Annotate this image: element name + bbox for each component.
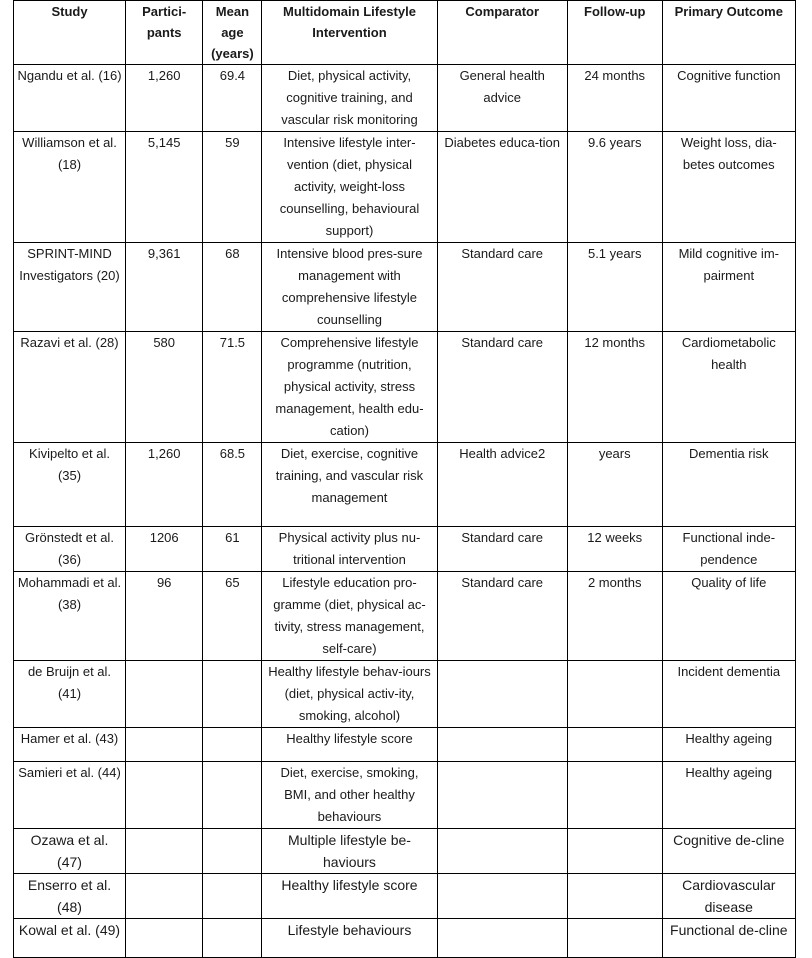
participants-cell: 1,260 — [126, 65, 203, 132]
study-cell: SPRINT-MIND Investigators (20) — [14, 243, 126, 332]
table-row — [14, 919, 796, 958]
follow-up-cell — [567, 919, 662, 958]
comparator-cell: Standard care — [437, 243, 567, 332]
table-row — [14, 443, 796, 527]
intervention-cell: Multiple lifestyle be-haviours — [262, 829, 437, 874]
mean-age-cell — [203, 762, 262, 829]
participants-cell: 9,361 — [126, 243, 203, 332]
participants-cell — [126, 874, 203, 919]
outcome-cell: Mild cognitive im-pairment — [662, 243, 795, 332]
follow-up-cell — [567, 874, 662, 919]
col-header-primary-outcome: Primary Outcome — [662, 1, 795, 65]
comparator-cell — [437, 919, 567, 958]
comparator-cell: Health advice2 — [437, 443, 567, 527]
participants-cell: 1,260 — [126, 443, 203, 527]
study-cell: Kowal et al. (49) — [14, 919, 126, 958]
table-row — [14, 572, 796, 661]
follow-up-cell — [567, 661, 662, 728]
participants-cell — [126, 919, 203, 958]
study-cell: Ozawa et al. (47) — [14, 829, 126, 874]
table-row — [14, 762, 796, 829]
mean-age-cell — [203, 728, 262, 762]
participants-cell: 96 — [126, 572, 203, 661]
mean-age-cell: 61 — [203, 527, 262, 572]
col-header-mean-age: Mean age (years) — [203, 1, 262, 65]
follow-up-cell — [567, 829, 662, 874]
intervention-cell: Lifestyle education pro-gramme (diet, physical ac-tivity, stress management, self-care) — [262, 572, 437, 661]
outcome-cell: Functional inde-pendence — [662, 527, 795, 572]
participants-cell — [126, 661, 203, 728]
intervention-cell: Lifestyle behaviours — [262, 919, 437, 958]
intervention-cell: Comprehensive lifestyle programme (nutrition, physical activity, stress management, health edu-cation) — [262, 332, 437, 443]
study-cell: Samieri et al. (44) — [14, 762, 126, 829]
participants-cell: 1206 — [126, 527, 203, 572]
table-row — [14, 65, 796, 132]
comparator-cell: Standard care — [437, 527, 567, 572]
follow-up-cell: 12 weeks — [567, 527, 662, 572]
mean-age-cell: 59 — [203, 132, 262, 243]
table-row — [14, 527, 796, 572]
mean-age-cell: 69.4 — [203, 65, 262, 132]
intervention-cell: Diet, exercise, cognitive training, and vascular risk management — [262, 443, 437, 527]
table-row — [14, 243, 796, 332]
comparator-cell — [437, 829, 567, 874]
outcome-cell: Functional de-cline — [662, 919, 795, 958]
comparator-cell — [437, 661, 567, 728]
table-row — [14, 728, 796, 762]
col-header-participants: Partici- pants — [126, 1, 203, 65]
participants-cell — [126, 762, 203, 829]
study-cell: Kivipelto et al. (35) — [14, 443, 126, 527]
mean-age-cell: 68 — [203, 243, 262, 332]
participants-cell: 5,145 — [126, 132, 203, 243]
intervention-cell: Healthy lifestyle behav-iours (diet, physical activ-ity, smoking, alcohol) — [262, 661, 437, 728]
mean-age-cell: 68.5 — [203, 443, 262, 527]
study-cell: Ngandu et al. (16) — [14, 65, 126, 132]
participants-cell: 580 — [126, 332, 203, 443]
study-cell: Enserro et al. (48) — [14, 874, 126, 919]
col-header-follow-up: Follow-up — [567, 1, 662, 65]
intervention-cell: Healthy lifestyle score — [262, 728, 437, 762]
follow-up-cell — [567, 728, 662, 762]
table-row — [14, 661, 796, 728]
outcome-cell: Quality of life — [662, 572, 795, 661]
header-row — [14, 1, 796, 65]
follow-up-cell: years — [567, 443, 662, 527]
comparator-cell: Standard care — [437, 332, 567, 443]
table-row — [14, 332, 796, 443]
outcome-cell: Cardiometabolic health — [662, 332, 795, 443]
mean-age-cell — [203, 829, 262, 874]
follow-up-cell: 24 months — [567, 65, 662, 132]
comparator-cell — [437, 874, 567, 919]
mean-age-cell — [203, 874, 262, 919]
studies-table — [13, 0, 796, 958]
comparator-cell: Diabetes educa-tion — [437, 132, 567, 243]
col-header-comparator: Comparator — [437, 1, 567, 65]
comparator-cell — [437, 762, 567, 829]
outcome-cell: Incident dementia — [662, 661, 795, 728]
outcome-cell: Dementia risk — [662, 443, 795, 527]
table-row — [14, 874, 796, 919]
outcome-cell: Cardiovascular disease — [662, 874, 795, 919]
comparator-cell: General health advice — [437, 65, 567, 132]
follow-up-cell: 5.1 years — [567, 243, 662, 332]
outcome-cell: Weight loss, dia-betes outcomes — [662, 132, 795, 243]
intervention-cell: Healthy lifestyle score — [262, 874, 437, 919]
study-cell: Williamson et al. (18) — [14, 132, 126, 243]
study-cell: Mohammadi et al. (38) — [14, 572, 126, 661]
participants-cell — [126, 829, 203, 874]
mean-age-cell: 71.5 — [203, 332, 262, 443]
col-header-study: Study — [14, 1, 126, 65]
intervention-cell: Diet, physical activity, cognitive training, and vascular risk monitoring — [262, 65, 437, 132]
intervention-cell: Diet, exercise, smoking, BMI, and other healthy behaviours — [262, 762, 437, 829]
study-cell: Razavi et al. (28) — [14, 332, 126, 443]
follow-up-cell — [567, 762, 662, 829]
mean-age-cell: 65 — [203, 572, 262, 661]
intervention-cell: Intensive lifestyle inter-vention (diet, physical activity, weight-loss counselling, behavioural support) — [262, 132, 437, 243]
follow-up-cell: 2 months — [567, 572, 662, 661]
outcome-cell: Healthy ageing — [662, 728, 795, 762]
col-header-intervention: Multidomain Lifestyle Intervention — [262, 1, 437, 65]
outcome-cell: Cognitive de-cline — [662, 829, 795, 874]
outcome-cell: Healthy ageing — [662, 762, 795, 829]
intervention-cell: Physical activity plus nu-tritional intervention — [262, 527, 437, 572]
study-cell: Hamer et al. (43) — [14, 728, 126, 762]
follow-up-cell: 12 months — [567, 332, 662, 443]
outcome-cell: Cognitive function — [662, 65, 795, 132]
intervention-cell: Intensive blood pres-sure management with comprehensive lifestyle counselling — [262, 243, 437, 332]
table-row — [14, 829, 796, 874]
follow-up-cell: 9.6 years — [567, 132, 662, 243]
mean-age-cell — [203, 661, 262, 728]
comparator-cell — [437, 728, 567, 762]
table-row — [14, 132, 796, 243]
study-cell: de Bruijn et al. (41) — [14, 661, 126, 728]
study-cell: Grönstedt et al. (36) — [14, 527, 126, 572]
participants-cell — [126, 728, 203, 762]
comparator-cell: Standard care — [437, 572, 567, 661]
mean-age-cell — [203, 919, 262, 958]
